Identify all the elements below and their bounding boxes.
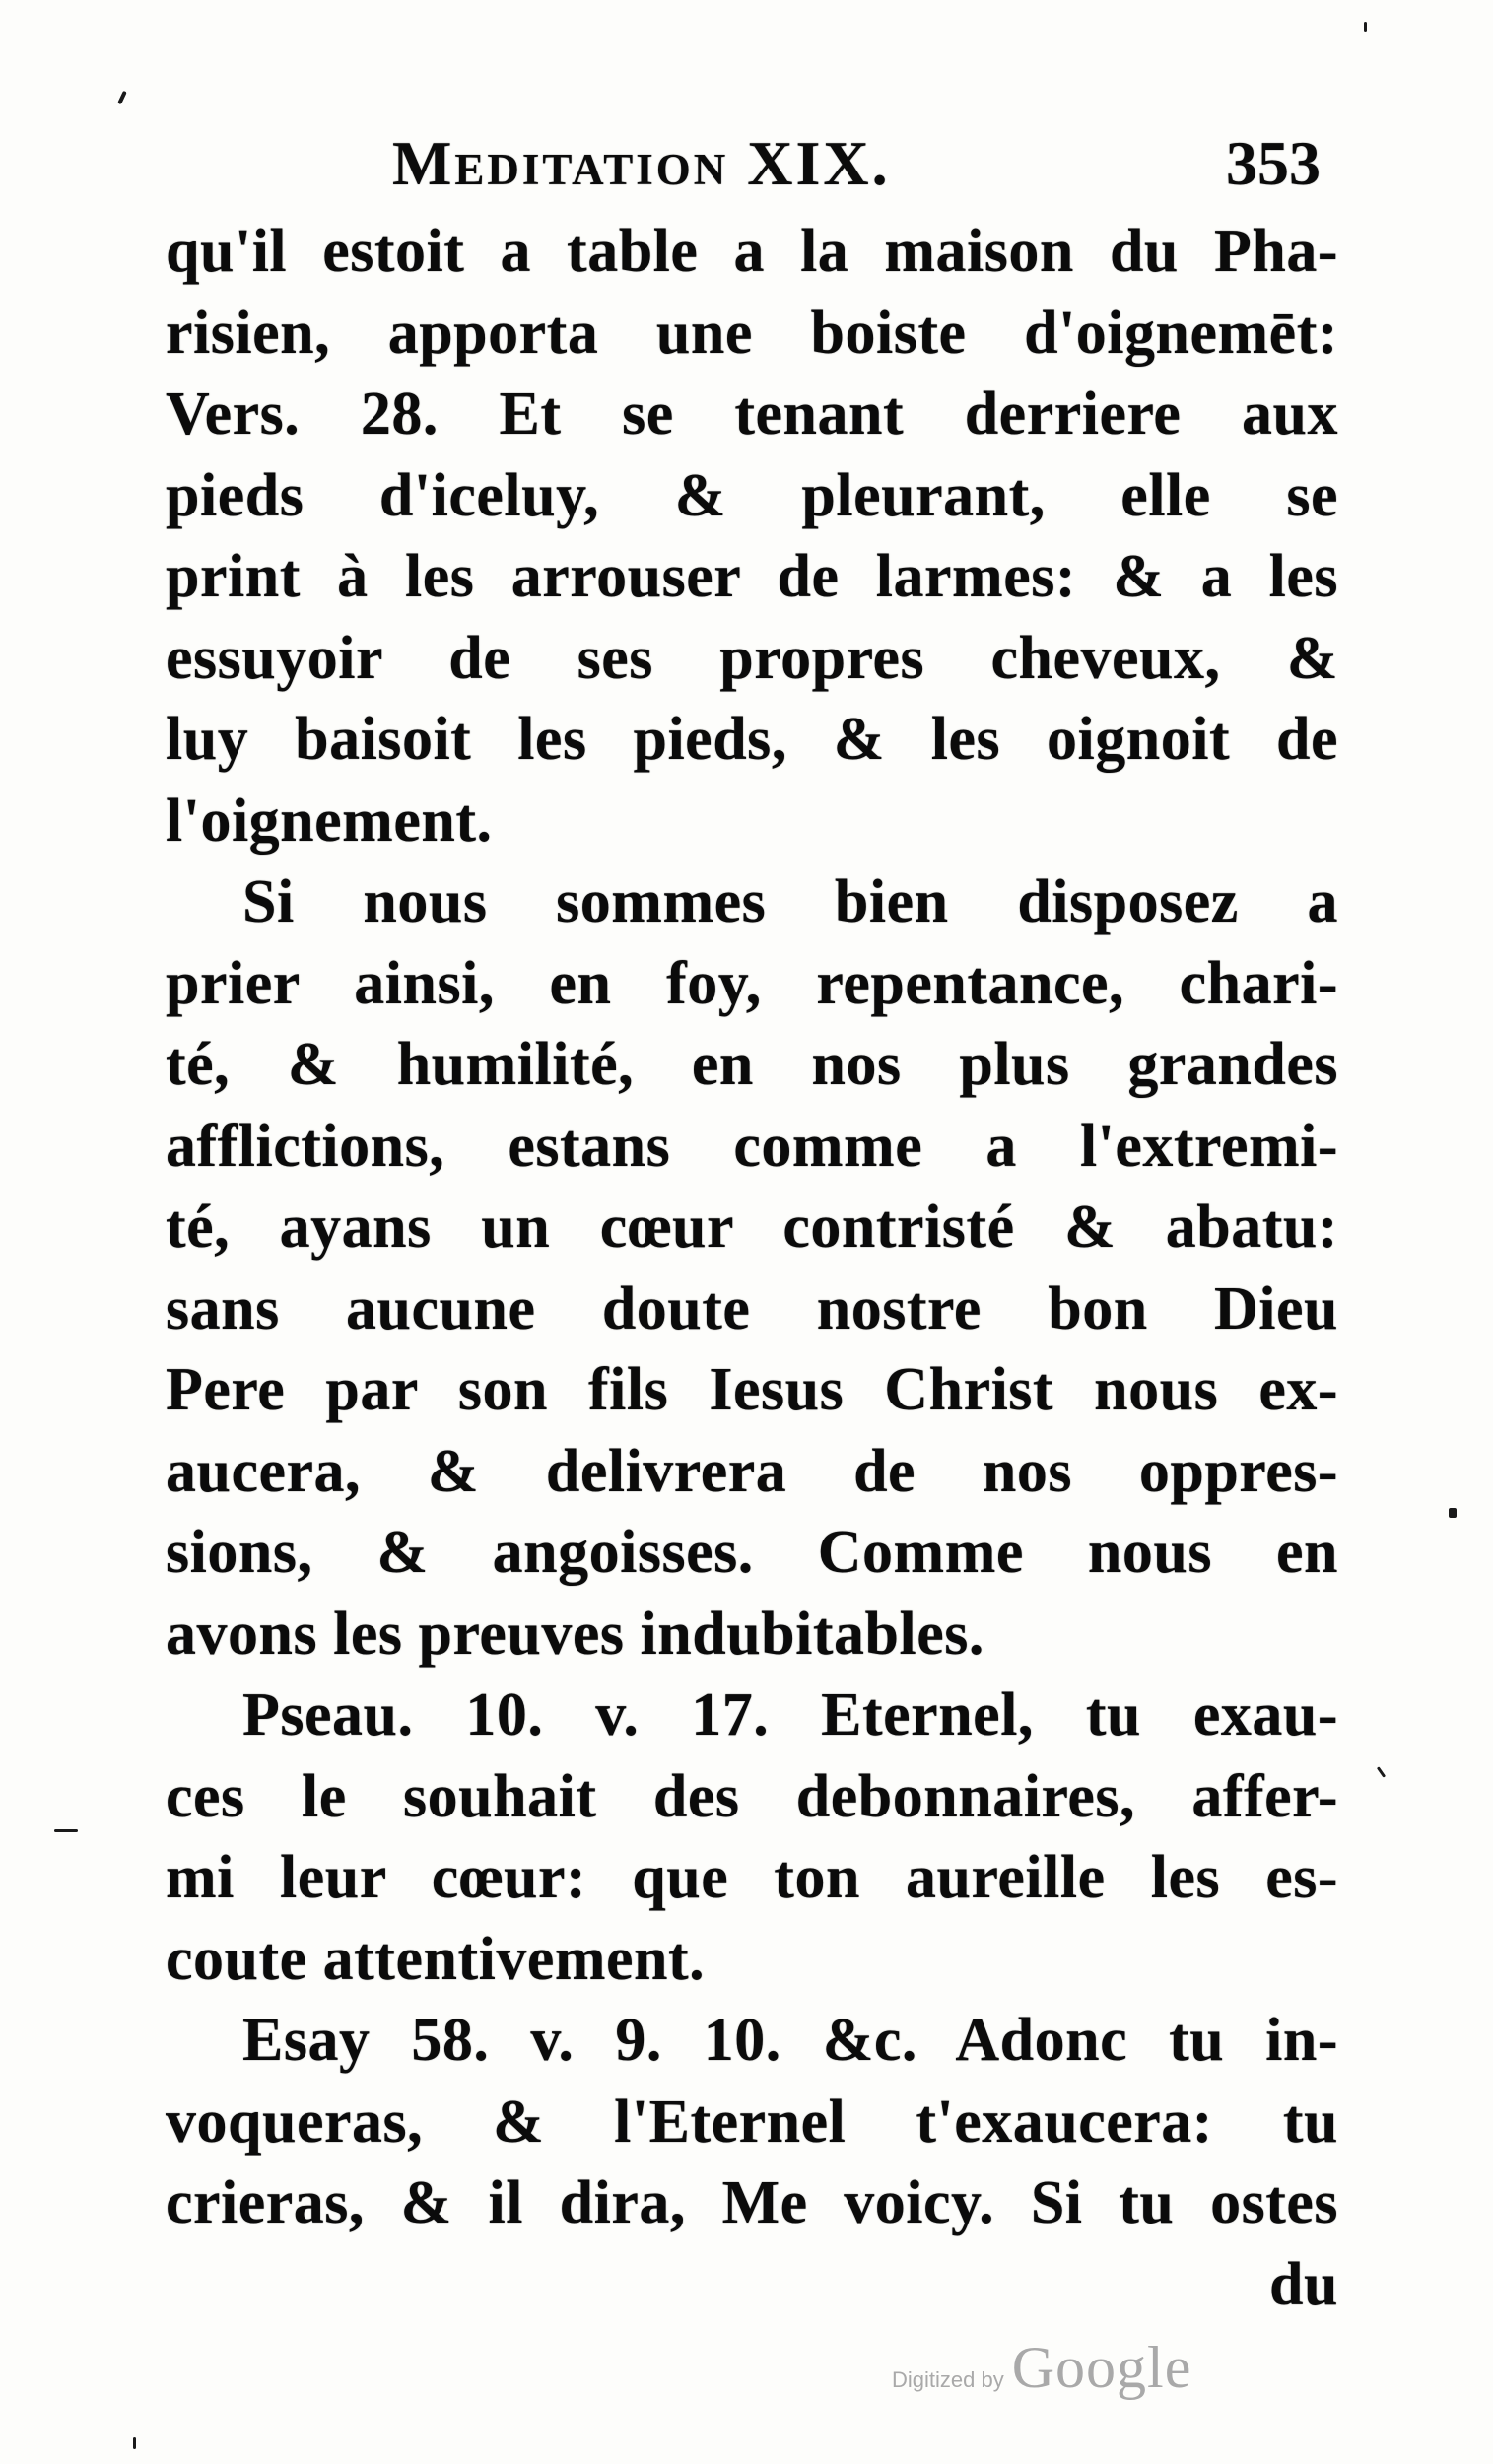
digitized-by-label: Digitized by <box>892 2367 1004 2392</box>
running-header <box>166 116 1338 211</box>
text-line: luy baisoit les pieds, & les oignoit de <box>166 706 1338 773</box>
text-line: sans aucune doute nostre bon Dieu <box>166 1274 1338 1342</box>
text-line: aucera, & delivrera de nos oppres- <box>166 1437 1338 1505</box>
text-line: té, ayans un cœur contristé & abatu: <box>166 1194 1338 1261</box>
text-line: ces le souhait des debonnaires, affer- <box>166 1762 1338 1830</box>
paragraph-start-line: Esay 58. v. 9. 10. &c. Adonc tu in- <box>242 2007 1338 2074</box>
google-logo-text: Google <box>1011 2335 1192 2400</box>
text-line: essuyoir de ses propres cheveux, & <box>166 624 1338 692</box>
scan-speck <box>1449 1508 1457 1518</box>
text-line: risien, apporta une boiste d'oignemēt: <box>166 299 1338 367</box>
scan-speck <box>117 91 127 104</box>
text-line: voqueras, & l'Eternel t'exaucera: tu <box>166 2088 1338 2156</box>
text-line: avons les preuves indubitables. <box>166 1600 984 1668</box>
scan-speck <box>1364 22 1367 32</box>
text-line: qu'il estoit a table a la maison du Pha- <box>166 218 1338 285</box>
text-line: pieds d'iceluy, & pleurant, elle se <box>166 461 1338 529</box>
text-line: crieras, & il dira, Me voicy. Si tu ostes <box>166 2169 1338 2236</box>
page-text <box>166 116 1338 2325</box>
text-line: print à les arrouser de larmes: & a les <box>166 543 1338 610</box>
digitized-watermark <box>892 2334 1191 2413</box>
scan-speck <box>54 1829 78 1832</box>
page-number: 353 <box>1226 128 1321 198</box>
catchword: du <box>1269 2250 1338 2318</box>
text-line: Pere par son fils Iesus Christ nous ex- <box>166 1356 1338 1423</box>
scan-speck <box>1377 1766 1386 1778</box>
scan-speck <box>133 2437 136 2449</box>
text-line: l'oignement. <box>166 787 493 855</box>
text-line: afflictions, estans comme a l'extremi- <box>166 1112 1338 1180</box>
text-line: coute attentivement. <box>166 1925 706 1993</box>
paragraph-start-line: Pseau. 10. v. 17. Eternel, tu exau- <box>242 1681 1338 1748</box>
text-line: sions, & angoisses. Comme nous en <box>166 1519 1338 1586</box>
text-line: mi leur cœur: que ton aureille les es- <box>166 1844 1338 1911</box>
text-line: té, & humilité, en nos plus grandes <box>166 1031 1338 1098</box>
text-line: prier ainsi, en foy, repentance, chari- <box>166 949 1338 1017</box>
paragraph-start-line: Si nous sommes bien disposez a <box>242 868 1338 935</box>
text-line: Vers. 28. Et se tenant derriere aux <box>166 380 1338 447</box>
running-title: Meditation XIX. <box>392 128 891 198</box>
